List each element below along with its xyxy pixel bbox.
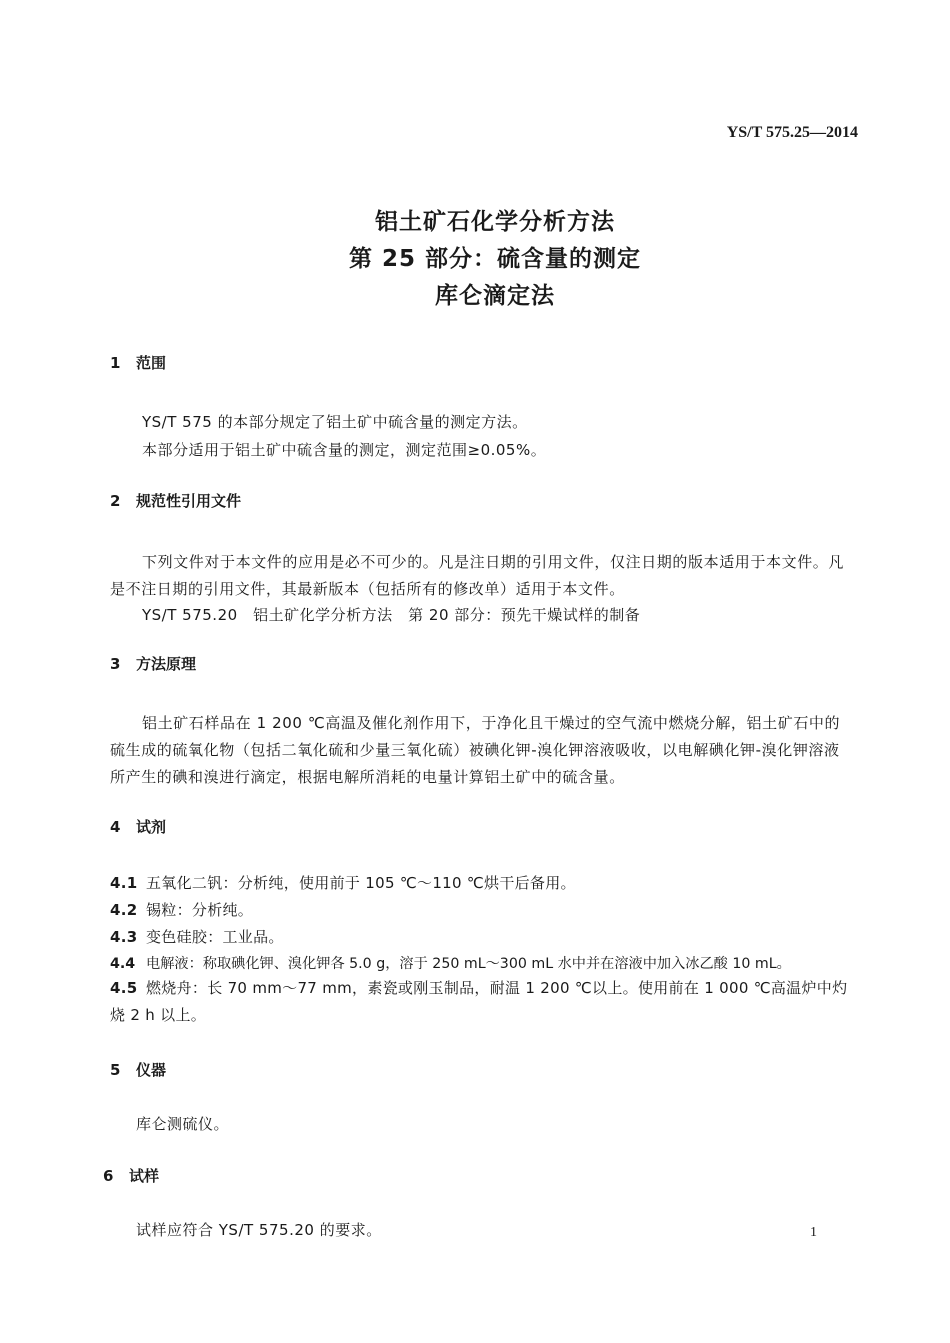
section-1-para-2: 本部分适用于铝土矿中硫含量的测定，测定范围≥0.05%。 [142, 441, 547, 459]
section-4-heading [110, 816, 166, 837]
clause-number: 4.2 [110, 901, 138, 919]
clause-text: 电解液：称取碘化钾、溴化钾各 5.0 g，溶于 250 mL～300 mL 水中并在溶液中加入冰乙酸 10 mL。 [146, 956, 791, 972]
section-title: 范围 [136, 354, 167, 372]
section-number: 6 [103, 1167, 114, 1185]
section-title: 试样 [129, 1167, 160, 1185]
clause-4-2 [110, 899, 253, 920]
standard-number: YS/T 575.25—2014 [726, 124, 858, 141]
section-number: 1 [110, 354, 121, 372]
section-title: 仪器 [136, 1061, 167, 1079]
clause-text: 燃烧舟：长 70 mm～77 mm，素瓷或刚玉制品，耐温 1 200 ℃以上。使用前在 1 000 ℃高温炉中灼烧 2 h 以上。 [110, 979, 848, 1024]
section-number: 2 [110, 492, 121, 510]
clause-4-5 [110, 975, 848, 1029]
clause-number: 4.1 [110, 874, 138, 892]
clause-4-1 [110, 872, 576, 893]
section-2-para-1: 下列文件对于本文件的应用是必不可少的。凡是注日期的引用文件，仅注日期的版本适用于本文件。凡是不注日期的引用文件，其最新版本（包括所有的修改单）适用于本文件。 [110, 553, 845, 598]
section-3-heading [110, 653, 196, 674]
section-6-heading [103, 1165, 159, 1186]
section-1-para-1: YS/T 575 的本部分规定了铝土矿中硫含量的测定方法。 [142, 413, 528, 431]
clause-number: 4.3 [110, 928, 138, 946]
clause-text: 五氧化二钒：分析纯，使用前于 105 ℃～110 ℃烘干后备用。 [146, 874, 576, 892]
section-5-para-1: 库仑测硫仪。 [136, 1115, 230, 1133]
clause-number: 4.4 [110, 956, 136, 972]
section-2-heading [110, 490, 241, 511]
section-title: 方法原理 [136, 655, 197, 673]
section-3-para-1: 铝土矿石样品在 1 200 ℃高温及催化剂作用下，于净化且干燥过的空气流中燃烧分解，铝土矿石中的硫生成的硫氧化物（包括二氧化硫和少量三氧化硫）被碘化钾-溴化钾溶液吸收，以电解碘化钾-溴化钾溶液所产生的碘和溴进行滴定，根据电解所消耗的电量计算铝土矿中的硫含量。 [110, 714, 841, 786]
section-title: 试剂 [136, 818, 167, 836]
clause-4-3 [110, 926, 284, 947]
section-5-heading [110, 1059, 166, 1080]
section-number: 5 [110, 1061, 121, 1079]
clause-number: 4.5 [110, 979, 138, 997]
section-number: 4 [110, 818, 121, 836]
title-line-1: 铝土矿石化学分析方法 [375, 209, 615, 235]
section-number: 3 [110, 655, 121, 673]
page-number: 1 [810, 1225, 817, 1240]
section-1-heading [110, 352, 166, 373]
clause-text: 变色硅胶：工业品。 [146, 928, 284, 946]
section-title: 规范性引用文件 [136, 492, 242, 510]
section-2-reference: YS/T 575.20 铝土矿化学分析方法 第 20 部分：预先干燥试样的制备 [142, 606, 641, 624]
clause-4-4 [110, 953, 791, 973]
clause-text: 锡粒：分析纯。 [146, 901, 254, 919]
title-line-3: 库仑滴定法 [435, 283, 555, 309]
title-line-2: 第 25 部分：硫含量的测定 [348, 246, 642, 272]
section-6-para-1: 试样应符合 YS/T 575.20 的要求。 [136, 1221, 382, 1239]
